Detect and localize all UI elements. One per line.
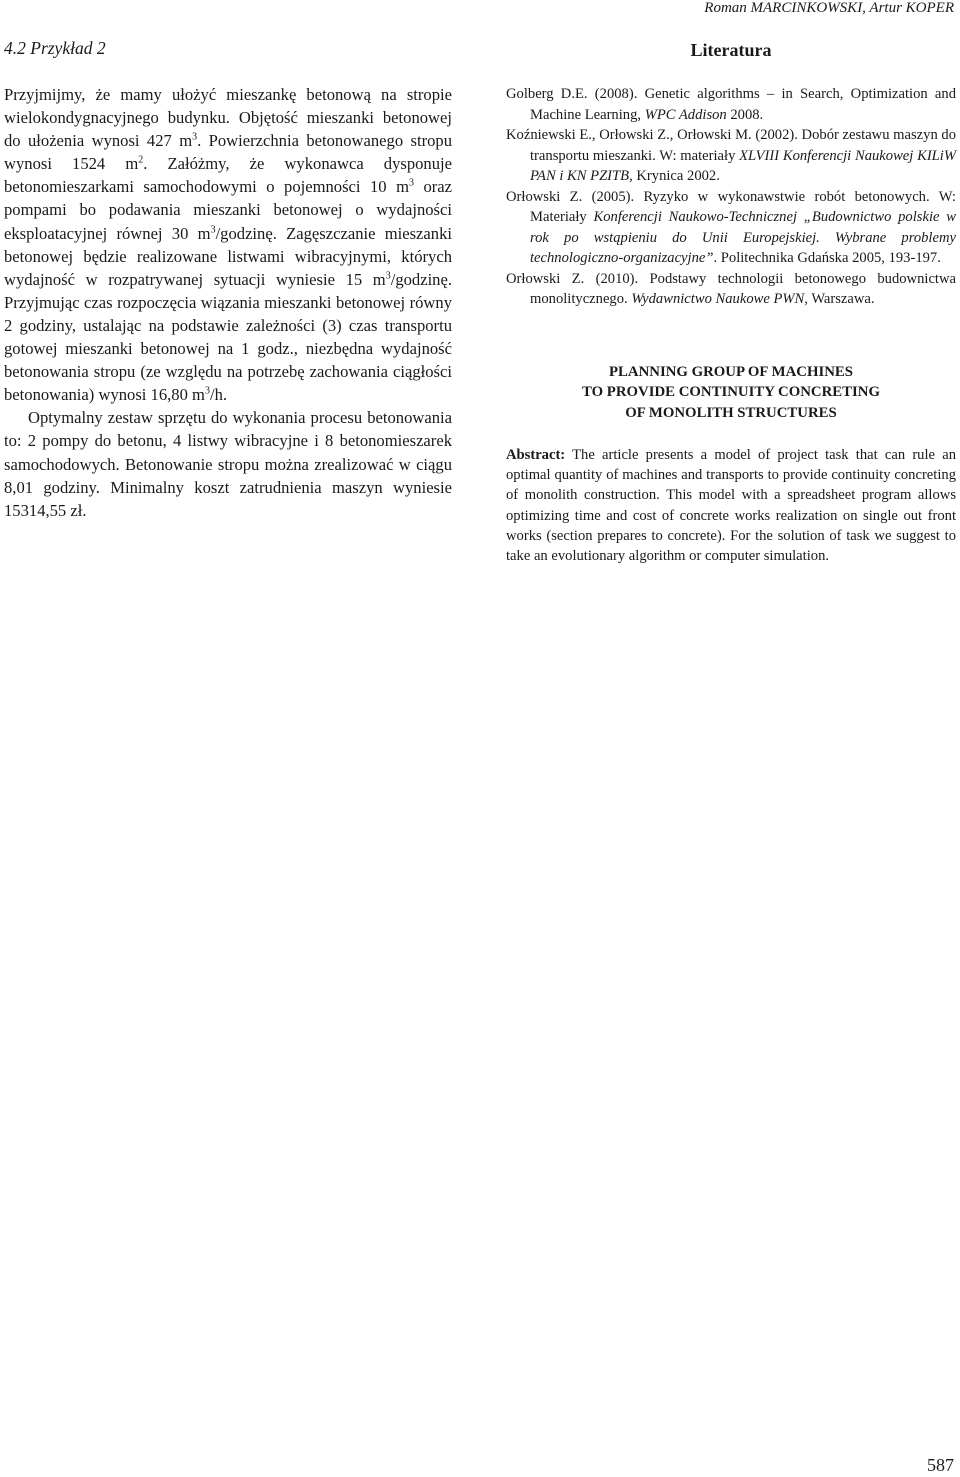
references-heading: Literatura [690,40,772,60]
paragraph-2: Optymalny zestaw sprzętu do wykonania procesu betonowania to: 2 pompy do betonu, 4 listwy wibracyjne i 8 betonomieszarek samochodowych. Betonowanie stropu można zrealizować w ciągu 8,01 godziny. Minimalny koszt zatrudnienia maszyn wyniesie 15314,55 zł. [4,408,452,520]
abstract [506,445,956,566]
right-column [506,38,956,566]
reference-item: Golberg D.E. (2008). Genetic algorithms – in Search, Optimization and Machine Learning, WPC Addison 2008. [506,86,956,123]
paragraph-1: Przyjmijmy, że mamy ułożyć mieszankę betonową na stropie wielokondygnacyjnego budynku. Objętość mieszanki betonowej do ułożenia wynosi 427 $m^3$. Powierzchnia betonowanego stropu wynosi 1524 $m^2$. Załóżmy, że wykonawca dysponuje betonomieszarkami samochodowymi o pojemności 10 $m^3$ oraz pompami bo podawania mieszanki betonowej o wydajności eksploatacyjnej równej 30 $m^3$/godzinę. Zagęszczanie mieszanki betonowej będzie realizowane listwami wibracyjnymi, których wydajność w rozpatrywanej sytuacji wyniesie 15 $m^3$/godzinę. Przyjmując czas rozpoczęcia wiązania mieszanki betonowej równy 2 godziny, ustalając na podstawie zależności (3) czas transportu gotowej mieszanki betonowej na 1 godz., niezbędna wydajność betonowania stropu (ze względu na potrzebę zachowania ciągłości betonowania) wynosi 16,80 $m^3/h$. [4,85,453,405]
example-body [4,83,452,522]
left-column [4,38,452,522]
english-title: PLANNING GROUP OF MACHINES TO PROVIDE CONTINUITY CONCRETING OF MONOLITH STRUCTURES [581,363,881,421]
abstract-label: Abstract: [506,447,566,463]
reference-item: Orłowski Z. (2010). Podstawy technologii betonowego budownictwa monolitycznego. Wydawnictwo Naukowe PWN, Warszawa. [506,270,956,307]
running-header: Roman MARCINKOWSKI, Artur KOPER [704,0,954,16]
page-number: 587 [927,1455,954,1475]
reference-item: Koźniewski E., Orłowski Z., Orłowski M. (2002). Dobór zestawu maszyn do transportu mieszanki. W: materiały XLVIII Konferencji Naukowej KILiW PAN i KN PZITB, Krynica 2002. [506,127,957,184]
reference-list [506,84,956,310]
abstract-text: The article presents a model of project task that can rule an optimal quantity of machines and transports to provide continuity concreting of monolith construction. This model with a spreadsheet program allows optimizing time and cost of concrete works realization on single out front works (section prepares to concrete). For the solution of task we suggest to take an evolutionary algorithm or computer simulation. [506,447,956,565]
reference-item: Orłowski Z. (2005). Ryzyko w wykonawstwie robót betonowych. W: Materiały Konferencji Naukowo-Technicznej „Budownictwo polskie w rok po wstąpieniu do Unii Europejskiej. Wybrane problemy technologiczno-organizacyjne”. Politechnika Gdańska 2005, 193-197. [506,188,956,266]
section-title: 4.2 Przykład 2 [4,38,106,58]
